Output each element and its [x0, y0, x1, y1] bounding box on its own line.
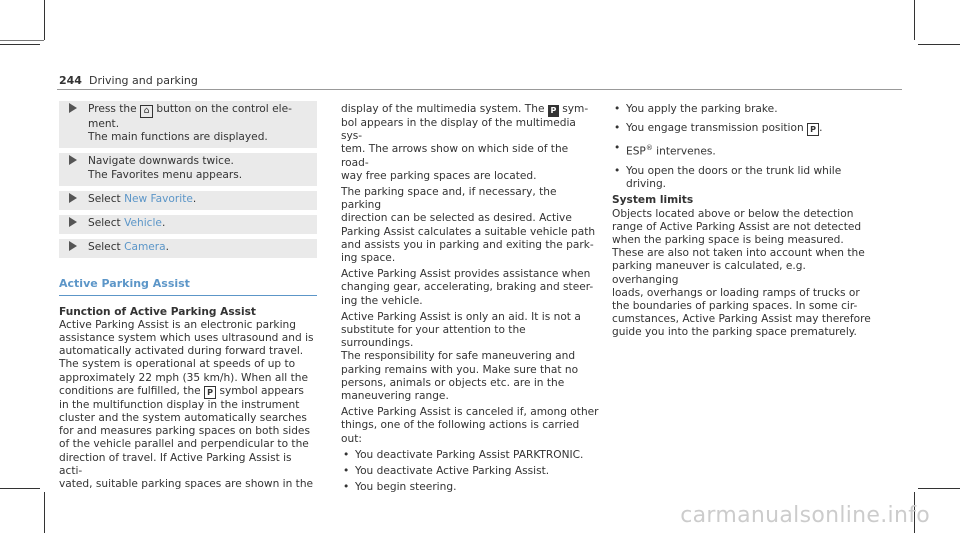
function-block: [59, 306, 317, 492]
section-header: [59, 277, 317, 295]
text-fragment: display of the multimedia system. The: [341, 103, 545, 115]
limits-heading: System limits: [612, 194, 694, 207]
text-line: These are also not taken into account when the: [612, 247, 865, 260]
step-arrow-icon: [69, 103, 77, 113]
text-line: changing gear, accelerating, braking and steer-: [341, 281, 594, 294]
home-icon: ⌂: [140, 105, 153, 118]
step-text: Select: [88, 241, 125, 254]
text-line: and assists you in parking and exiting the park-: [341, 238, 594, 251]
step-3: [59, 191, 317, 210]
text-line: Active Parking Assist is canceled if, among other: [341, 406, 599, 419]
text-line: parking maneuver is calculated, e.g. overhanging: [612, 260, 806, 286]
list-item: [612, 122, 874, 136]
text-line: for and measures parking spaces on both sides: [59, 425, 310, 438]
park-position-icon: P: [807, 123, 819, 136]
text-line: automatically activated during forward travel.: [59, 345, 304, 358]
step-text: ment.: [88, 118, 120, 130]
text-line: cumstances, Active Parking Assist may therefore: [612, 313, 871, 326]
list-item: • You begin steering.: [341, 481, 599, 494]
parking-assist-icon: P: [548, 105, 559, 117]
parking-assist-icon: P: [204, 386, 216, 399]
step-text: .: [161, 217, 166, 230]
step-4: [59, 215, 317, 234]
text-line: way free parking spaces are located.: [341, 169, 537, 182]
paragraph: [341, 186, 599, 265]
text-line: cluster and the system automatically searches: [59, 412, 307, 425]
menu-item-new-favorite[interactable]: New Favorite: [124, 192, 193, 205]
crop-mark: [0, 488, 40, 489]
crop-mark: [0, 44, 40, 45]
crop-mark: [44, 492, 45, 533]
text-line: Objects located above or below the detection: [612, 207, 854, 220]
text-line: persons, animals or objects etc. are in the: [341, 376, 565, 389]
text-fragment: conditions are fulfilled, the: [59, 384, 201, 397]
text-line: direction of travel. If Active Parking Assist is acti-: [59, 451, 292, 477]
text-fragment: You engage transmission position: [626, 122, 804, 135]
crop-mark: [914, 0, 915, 40]
list-item: • You apply the parking brake.: [612, 103, 874, 116]
text-line: out:: [341, 432, 362, 445]
step-2: [59, 153, 317, 185]
menu-item-camera[interactable]: Camera: [124, 241, 166, 254]
watermark: carmanualsonline.info: [680, 503, 930, 528]
step-text: Press the: [88, 103, 137, 115]
text-line: of the vehicle parallel and perpendicular to the: [59, 438, 309, 451]
text-fragment: sym-: [562, 103, 589, 115]
step-text: Select: [88, 217, 125, 230]
right-column: [612, 103, 874, 340]
cancel-actions-list-continued: [612, 103, 874, 191]
text-line: guide you into the parking space prematurely.: [612, 326, 857, 339]
text-line: substitute for your attention to the surroundings.: [341, 324, 526, 350]
text-line: driving.: [626, 178, 667, 191]
crop-mark: [918, 44, 960, 45]
step-arrow-icon: [69, 241, 77, 251]
paragraph: [341, 268, 599, 308]
crop-mark: [44, 0, 45, 40]
crop-mark: [918, 488, 960, 489]
text-line: bol appears in the display of the multimedia sys-: [341, 117, 576, 143]
text-fragment: symbol appears: [219, 384, 304, 397]
step-text: .: [192, 192, 197, 205]
text-line: Parking Assist calculates a suitable vehicle path: [341, 225, 596, 238]
text-line: [341, 103, 599, 117]
text-fragment: ESP: [626, 145, 646, 158]
text-line: the boundaries of parking spaces. In some cir-: [612, 299, 858, 312]
step-text: Select: [88, 192, 125, 205]
text-line: loads, overhangs or loading ramps of trucks or: [612, 286, 860, 299]
text-line: • You open the doors or the trunk lid while: [626, 164, 842, 177]
text-line: Active Parking Assist provides assistance when: [341, 268, 591, 281]
text-line: assistance system which uses ultrasound and is: [59, 332, 314, 345]
paragraph: [341, 311, 599, 403]
text-line: approximately 22 mph (35 km/h). When all the: [59, 371, 308, 384]
step-text: Navigate downwards twice.: [88, 155, 234, 168]
step-text: .: [165, 241, 170, 254]
section-divider: [59, 295, 317, 296]
text-line: parking remains with you. Make sure that no: [341, 363, 579, 376]
text-line: maneuvering range.: [341, 390, 449, 403]
step-result: The Favorites menu appears.: [88, 168, 243, 181]
list-item: [612, 142, 874, 159]
section-title: Active Parking Assist: [59, 277, 190, 291]
list-item: [612, 165, 874, 191]
text-line: The parking space and, if necessary, the parking: [341, 186, 557, 212]
section-name: Driving and parking: [88, 74, 198, 87]
text-line: ing space.: [341, 252, 396, 265]
text-line: [59, 385, 317, 399]
text-line: tem. The arrows show on which side of the road-: [341, 143, 569, 169]
step-1: [59, 101, 317, 148]
text-fragment: intervenes.: [652, 145, 716, 158]
text-line: when the parking space is being measured.: [612, 233, 844, 246]
step-arrow-icon: [69, 193, 77, 203]
page-number: 244: [59, 74, 82, 87]
text-line: Active Parking Assist is an electronic parking: [59, 318, 296, 331]
list-item: • You deactivate Parking Assist PARKTRONIC.: [341, 449, 599, 462]
crop-mark: [0, 40, 44, 41]
step-5: [59, 239, 317, 258]
cancel-actions-list: [341, 449, 599, 495]
text-line: The responsibility for safe maneuvering and: [341, 350, 576, 363]
text-line: The system is operational at speeds of up to: [59, 358, 296, 371]
step-text: button on the control ele-: [156, 103, 292, 115]
left-column: [59, 101, 317, 491]
registered-mark: ®: [645, 144, 653, 153]
step-result: The main functions are displayed.: [88, 131, 268, 144]
text-line: Active Parking Assist is only an aid. It is not a: [341, 310, 581, 323]
text-line: range of Active Parking Assist are not detected: [612, 220, 862, 233]
text-fragment: .: [819, 122, 823, 135]
text-line: vated, suitable parking spaces are shown in the: [59, 478, 314, 491]
text-line: in the multifunction display in the instrument: [59, 398, 300, 411]
paragraph: [341, 406, 599, 446]
system-limits-block: [612, 194, 874, 339]
middle-column: [341, 103, 599, 494]
header-divider: [57, 89, 902, 90]
step-arrow-icon: [69, 155, 77, 165]
page-header: [59, 74, 198, 87]
text-line: things, one of the following actions is carried: [341, 419, 580, 432]
step-arrow-icon: [69, 217, 77, 227]
function-heading: Function of Active Parking Assist: [59, 305, 256, 318]
menu-item-vehicle[interactable]: Vehicle: [124, 217, 162, 230]
text-line: direction can be selected as desired. Active: [341, 212, 572, 225]
text-line: ing the vehicle.: [341, 294, 423, 307]
list-item: • You deactivate Active Parking Assist.: [341, 465, 599, 478]
